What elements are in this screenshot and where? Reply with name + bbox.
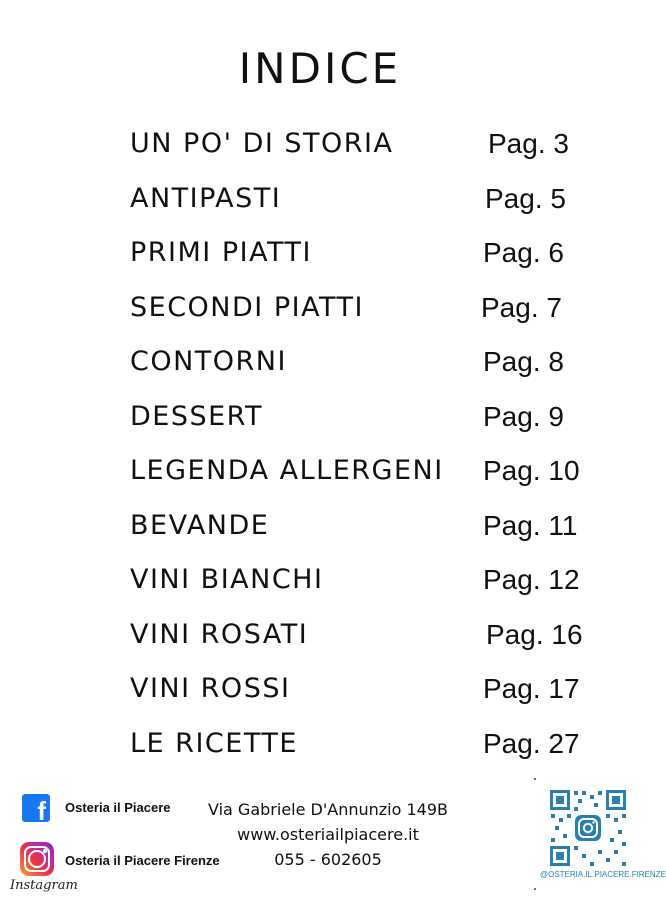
decorative-dot [534,888,536,890]
toc-row[interactable] [130,504,610,559]
instagram-icon[interactable] [20,842,54,876]
toc-label: ANTIPASTI [130,182,282,214]
toc-page: Pag. 7 [481,291,562,323]
toc-label: VINI ROSSI [130,673,291,704]
toc-row[interactable] [130,122,610,177]
toc-label: DESSERT [130,400,263,432]
toc-row[interactable] [130,231,610,286]
table-of-contents [130,122,610,776]
social-links [10,790,230,900]
qr-caption: @OSTERIA.IL.PIACERE.FIRENZE [540,870,666,879]
instagram-page-name[interactable]: Osteria il Piacere Firenze [65,853,220,868]
qr-code-block [540,788,666,879]
toc-row[interactable] [130,613,610,668]
instagram-wordmark: Instagram [10,878,78,893]
toc-label: SECONDI PIATTI [130,291,364,323]
toc-page: Pag. 8 [483,346,564,377]
website-link[interactable]: www.osteriailpiacere.it [237,825,419,844]
toc-page: Pag. 12 [483,564,580,595]
toc-label: VINI BIANCHI [130,564,324,595]
toc-page: Pag. 17 [483,673,580,704]
phone-number[interactable]: 055 - 602605 [274,850,382,869]
toc-page: Pag. 10 [483,455,580,486]
toc-page: Pag. 9 [483,400,564,432]
toc-page: Pag. 6 [483,237,564,268]
toc-page: Pag. 27 [483,727,580,759]
toc-page: Pag. 3 [488,128,569,159]
facebook-icon[interactable]: f [22,794,50,822]
toc-row[interactable] [130,340,610,395]
toc-row[interactable] [130,558,610,613]
toc-label: LEGENDA ALLERGENI [130,455,444,486]
address: Via Gabriele D'Annunzio 149B [208,800,448,819]
toc-page: Pag. 16 [486,618,583,650]
toc-row[interactable] [130,177,610,232]
decorative-dot [534,778,536,780]
toc-label: PRIMI PIATTI [130,237,312,268]
toc-row[interactable] [130,286,610,341]
toc-row[interactable] [130,449,610,504]
toc-page: Pag. 5 [485,182,566,214]
toc-label: BEVANDE [130,509,270,541]
toc-label: VINI ROSATI [130,618,309,650]
toc-label: UN PO' DI STORIA [130,128,394,159]
facebook-page-name[interactable]: Osteria il Piacere [65,800,171,815]
toc-row[interactable] [130,667,610,722]
toc-label: LE RICETTE [130,727,298,759]
toc-label: CONTORNI [130,346,287,377]
qr-code-icon[interactable] [548,788,628,868]
contact-info [198,800,458,875]
toc-row[interactable] [130,722,610,777]
toc-row[interactable] [130,395,610,450]
toc-page: Pag. 11 [483,509,578,541]
page-title: INDICE [238,44,402,93]
